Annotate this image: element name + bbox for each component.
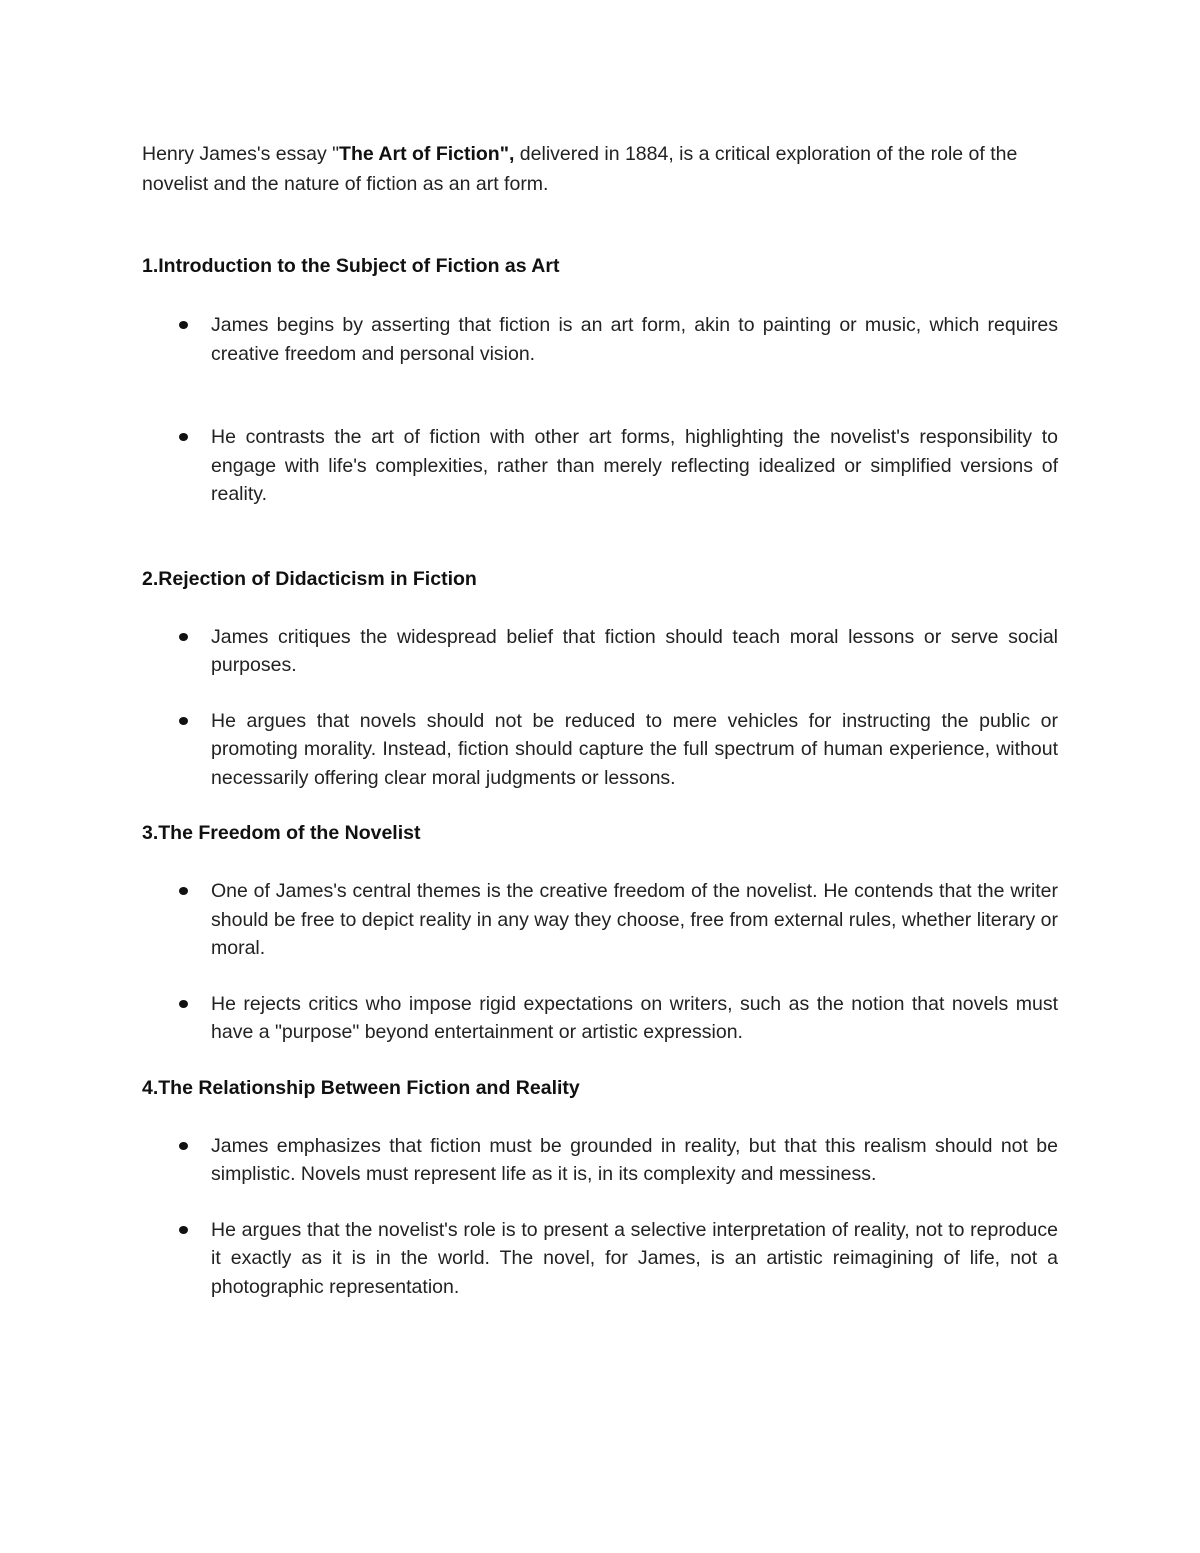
section-heading-4: 4.The Relationship Between Fiction and Reality [142, 1076, 580, 1099]
bullet-text: James emphasizes that fiction must be grounded in reality, but that this realism should not be simplistic. Novels must represent life as it is, in its complexity and messiness. [211, 1134, 1058, 1185]
bullet-text: James begins by asserting that fiction is an art form, akin to painting or music, which requires creative freedom and personal vision. [211, 314, 1058, 365]
bullet-icon [179, 633, 188, 641]
document-body [142, 140, 1058, 1301]
bullet-text: He argues that novels should not be reduced to mere vehicles for instructing the public or promoting morality. Instead, fiction should capture the full spectrum of human experience, without necessarily offering clear moral judgments or lessons. [211, 709, 1058, 789]
list-item [142, 990, 1058, 1047]
section-4-bullet-list [142, 1132, 1058, 1302]
bullet-text: One of James's central themes is the creative freedom of the novelist. He contends that the writer should be free to depict reality in any way they choose, free from external rules, whether literary or moral. [211, 880, 1058, 959]
bullet-text: James critiques the widespread belief that fiction should teach moral lessons or serve social purposes. [211, 625, 1058, 676]
section-1-bullet-list [142, 311, 1058, 509]
section-heading-1: 1.Introduction to the Subject of Fiction as Art [142, 255, 560, 277]
list-item [142, 1216, 1058, 1302]
intro-text-after: delivered in 1884, is a critical exploration of the role of the novelist and the nature of fiction as an art form. [142, 143, 1018, 195]
section-heading-3: 3.The Freedom of the Novelist [142, 822, 421, 844]
section-2-bullet-list [142, 623, 1058, 793]
list-item [142, 623, 1058, 680]
bullet-icon [179, 887, 188, 895]
section-heading-2: 2.Rejection of Didacticism in Fiction [142, 567, 477, 590]
list-item [142, 423, 1058, 509]
bullet-text: He argues that the novelist's role is to present a selective interpretation of reality, not to reproduce it exactly as it is in the world. The novel, for James, is an artistic reimagining of life, not a photographic representation. [211, 1218, 1058, 1298]
bullet-text: He rejects critics who impose rigid expectations on writers, such as the notion that novels must have a "purpose" beyond entertainment or artistic expression. [211, 992, 1058, 1043]
list-item [142, 1132, 1058, 1189]
section-3-bullet-list [142, 877, 1058, 1047]
bullet-icon [179, 717, 188, 725]
intro-paragraph [142, 140, 1058, 199]
bullet-text: He contrasts the art of fiction with other art forms, highlighting the novelist's responsibility to engage with life's complexities, rather than merely reflecting idealized or simplified versions of reality. [211, 426, 1058, 505]
intro-text-before: Henry James's essay " [142, 143, 340, 165]
list-item [142, 311, 1058, 368]
bullet-icon [179, 321, 188, 329]
essay-title: The Art of Fiction", [339, 143, 515, 165]
list-item [142, 707, 1058, 793]
bullet-icon [179, 433, 188, 441]
list-item [142, 877, 1058, 963]
bullet-icon [179, 1000, 188, 1008]
bullet-icon [179, 1142, 188, 1150]
bullet-icon [179, 1226, 188, 1234]
